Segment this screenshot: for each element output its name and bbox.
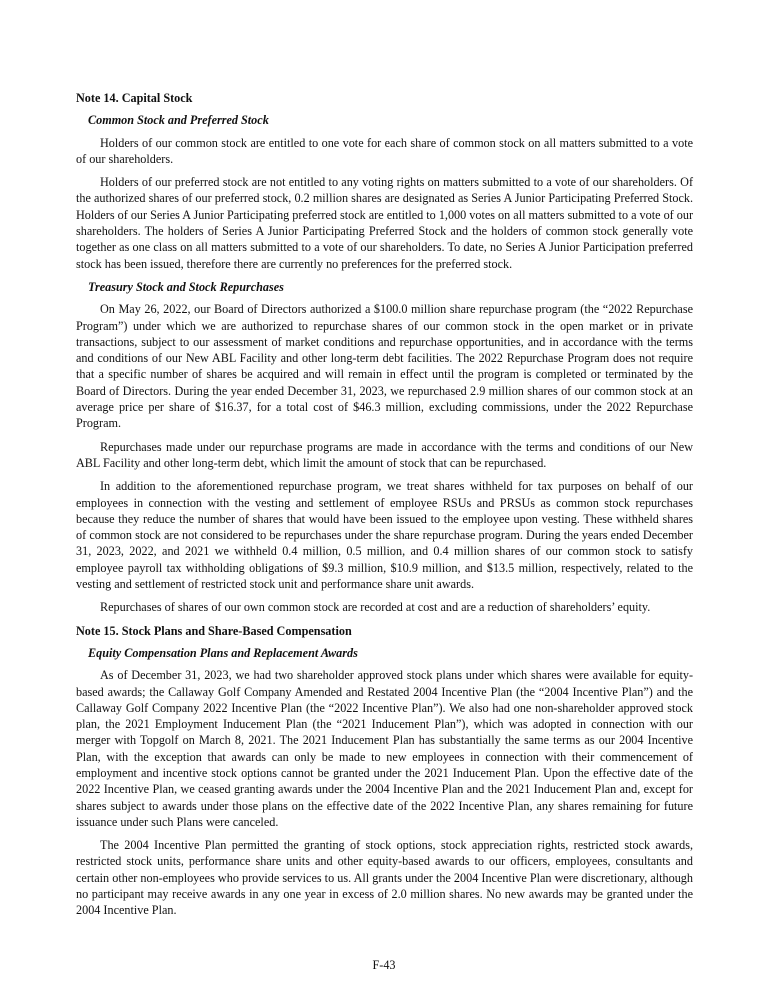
section-heading-treasury-stock: Treasury Stock and Stock Repurchases — [88, 279, 284, 294]
section-heading-equity-compensation: Equity Compensation Plans and Replacement Awards — [88, 645, 358, 660]
paragraph: Holders of our preferred stock are not entitled to any voting rights on matters submitted to a vote of our shareholders. Of the authorized shares of our preferred stock, 0.2 million shares are designated as Series A Junior Participating Preferred Stock. Holders of our Series A Junior Participating preferred stock are entitled to 1,000 votes on all matters submitted to a vote of our shareholders. The holders of Series A Junior Participating Preferred Stock and the holders of common stock generally vote together as one class on all matters submitted to a vote of our shareholders. To date, no Series A Junior Participation preferred stock has been issued, therefore there are currently no preferences for the preferred stock. — [76, 175, 694, 271]
section-heading-common-preferred: Common Stock and Preferred Stock — [88, 113, 269, 128]
paragraph: Holders of our common stock are entitled to one vote for each share of common stock on all matters submitted to a vote of our shareholders. — [76, 135, 693, 166]
note-14-title: Note 14. Capital Stock — [76, 91, 193, 105]
paragraph: Repurchases of shares of our own common stock are recorded at cost and are a reduction of shareholders’ equity. — [100, 600, 651, 615]
paragraph: On May 26, 2022, our Board of Directors authorized a $100.0 million share repurchase program (the “2022 Repurchase Program”) under which we are authorized to repurchase shares of our common stock in the open market or in private transactions, subject to our assessment of market conditions and repurchase opportunities, and in accordance with the terms and conditions of our New ABL Facility and other long-term debt facilities. The 2022 Repurchase Program does not require that a specific number of shares be acquired and will remain in effect until the program is completed or terminated by the Board of Directors. During the year ended December 31, 2023, we repurchased 2.9 million shares of our common stock at an average price per share of $16.37, for a total cost of $46.3 million, excluding commissions, under the 2022 Repurchase Program. — [76, 302, 693, 431]
paragraph: In addition to the aforementioned repurchase program, we treat shares withheld for tax purposes on behalf of our employees in connection with the vesting and settlement of employee RSUs and PRSUs as common stock repurchases because they reduce the number of shares that would have been issued to the employee upon vesting. These withheld shares of common stock are not considered to be repurchases under the share repurchase program. During the years ended December 31, 2023, 2022, and 2021 we withheld 0.4 million, 0.5 million, and 0.4 million shares of our common stock to satisfy employee payroll tax withholding obligations of $9.3 million, $10.9 million, and $13.5 million, respectively, related to the vesting and settlement of restricted stock unit and performance share unit awards. — [76, 479, 693, 592]
page-number: F-43 — [372, 958, 396, 972]
paragraph: Repurchases made under our repurchase programs are made in accordance with the terms and conditions of our New ABL Facility and other long-term debt, which limit the amount of stock that can be repurchased. — [76, 439, 693, 470]
paragraph: The 2004 Incentive Plan permitted the granting of stock options, stock appreciation rights, restricted stock awards, restricted stock units, performance share units and other equity-based awards to our officers, employees, consultants and certain other non-employees who provide services to us. All grants under the 2004 Incentive Plan were discretionary, although no participant may receive awards in any one year in excess of 2.0 million shares. No new awards may be granted under the 2004 Incentive Plan. — [76, 838, 693, 918]
document-page — [76, 90, 693, 926]
paragraph: As of December 31, 2023, we had two shareholder approved stock plans under which shares were available for equity-based awards; the Callaway Golf Company Amended and Restated 2004 Incentive Plan (the “2004 Incentive Plan”) and the Callaway Golf Company 2022 Incentive Plan (the “2022 Incentive Plan”). We also had one non-shareholder approved stock plan, the 2021 Employment Inducement Plan (the “2021 Inducement Plan”), which was adopted in connection with our merger with Topgolf on March 8, 2021. The 2021 Inducement Plan has substantially the same terms as our 2004 Incentive Plan, with the exception that awards can only be made to new employees in connection with their commencement of employment and incentive stock options cannot be granted under the 2021 Inducement Plan. Upon the effective date of the 2022 Incentive Plan, we ceased granting awards under the 2004 Incentive Plan and the 2021 Inducement Plan and, except for shares subject to awards under those plans on the effective date of the 2022 Incentive Plan, any shares remaining for future issuance under such Plans were canceled. — [76, 668, 693, 829]
note-15-title: Note 15. Stock Plans and Share-Based Compensation — [76, 623, 352, 638]
